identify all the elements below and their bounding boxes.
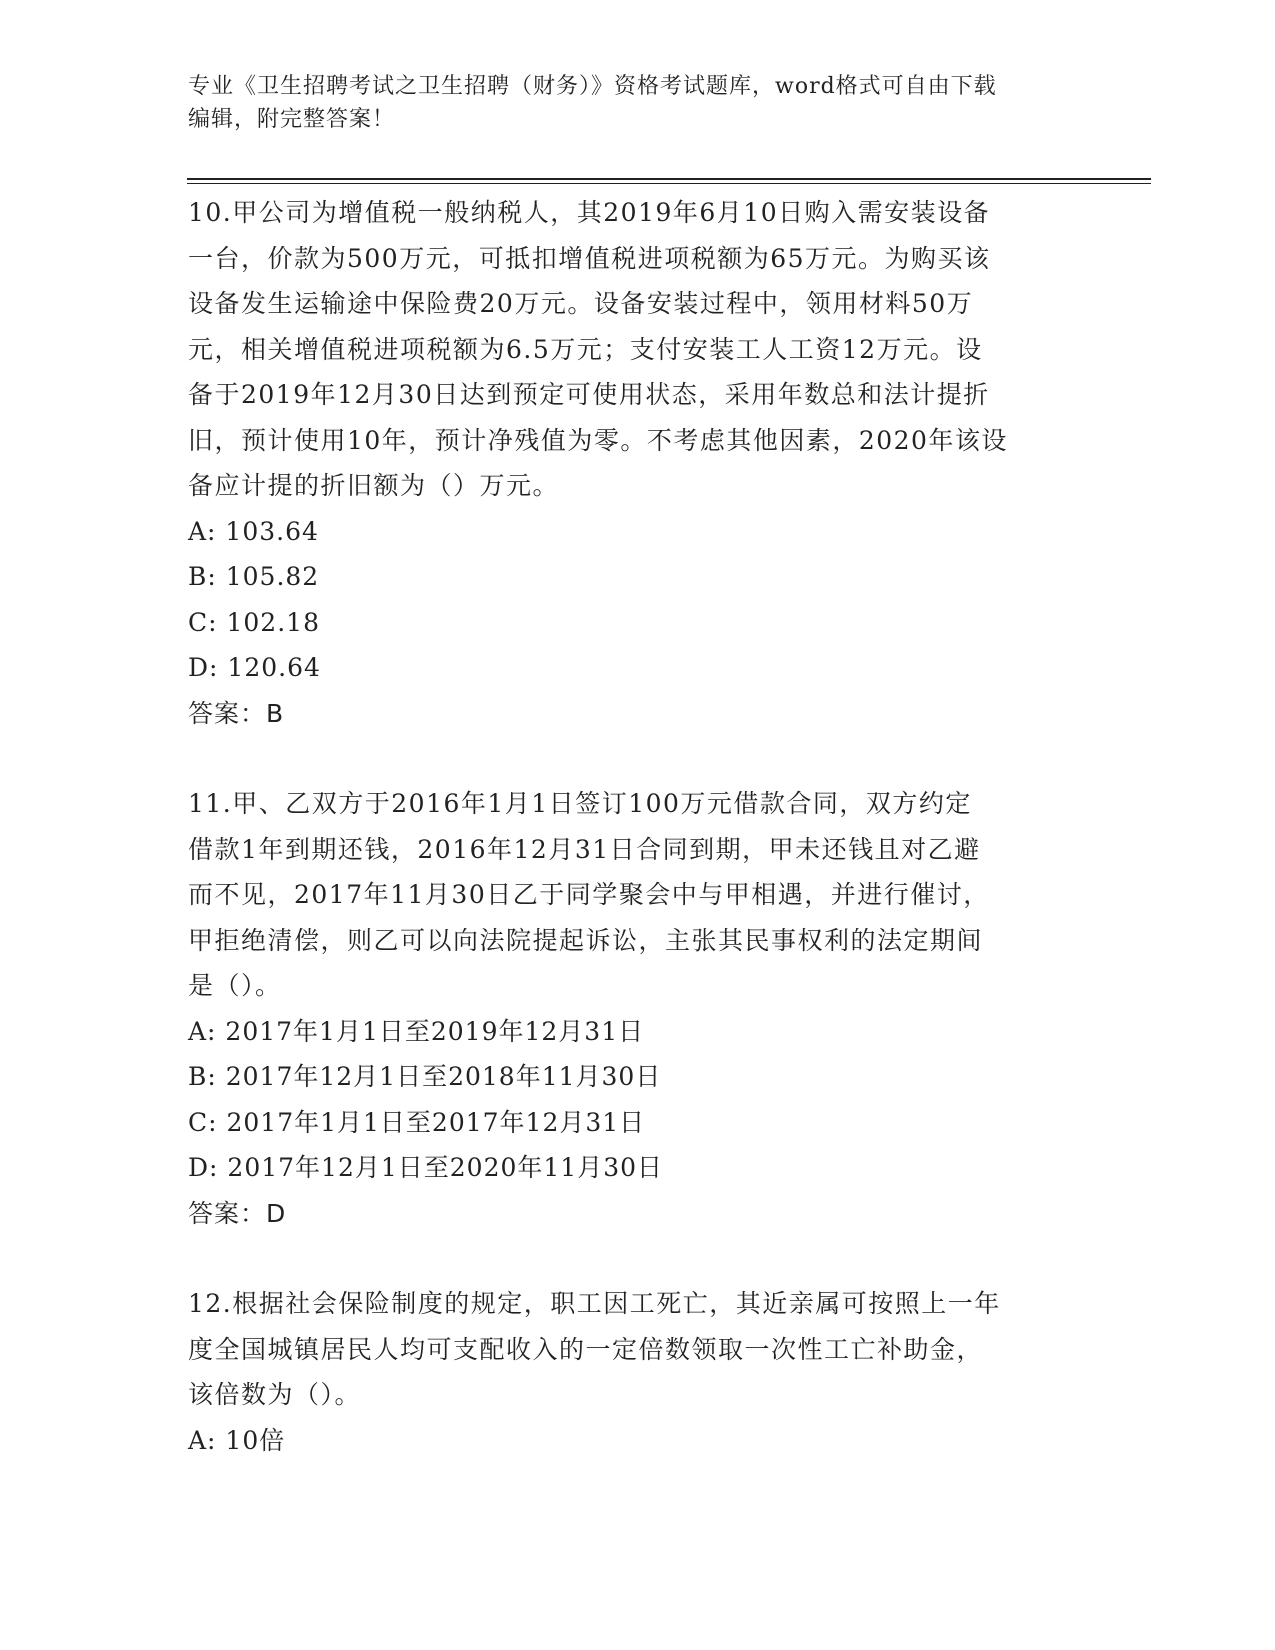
spacer <box>188 736 1088 781</box>
question-11 <box>188 781 1088 1236</box>
question-line: 12.根据社会保险制度的规定，职工因工死亡，其近亲属可按照上一年 <box>188 1289 1001 1318</box>
option-a: A: 10倍 <box>188 1425 286 1455</box>
option-a: A: 2017年1月1日至2019年12月31日 <box>188 1016 645 1046</box>
header-line-2: 编辑，附完整答案！ <box>188 107 396 132</box>
question-line: 备应计提的折旧额为（）万元。 <box>188 471 560 500</box>
spacer <box>188 1236 1088 1281</box>
question-line: 旧，预计使用10年，预计净残值为零。不考虑其他因素，2020年该设 <box>188 425 1008 455</box>
question-line: 设备发生运输途中保险费20万元。设备安装过程中，领用材料50万 <box>188 289 974 318</box>
answer: 答案：B <box>188 698 285 728</box>
option-c: C: 102.18 <box>188 607 320 637</box>
question-line: 11.甲、乙双方于2016年1月1日签订100万元借款合同，双方约定 <box>188 789 972 818</box>
option-c: C: 2017年1月1日至2017年12月31日 <box>188 1107 646 1137</box>
question-line: 10.甲公司为增值税一般纳税人，其2019年6月10日购入需安装设备 <box>188 198 991 227</box>
header-rule <box>187 178 1151 180</box>
option-d: D: 120.64 <box>188 653 321 682</box>
document-header <box>188 70 1068 136</box>
question-text <box>188 1281 1088 1418</box>
question-line: 该倍数为（）。 <box>188 1380 362 1409</box>
header-rule-thin <box>187 183 1151 184</box>
question-line: 而不见，2017年11月30日乙于同学聚会中与甲相遇，并进行催讨， <box>188 880 990 909</box>
question-list <box>188 190 1088 1463</box>
option-a: A: 103.64 <box>188 516 319 546</box>
question-line: 度全国城镇居民人均可支配收入的一定倍数领取一次性工亡补助金， <box>188 1334 984 1364</box>
question-10 <box>188 190 1088 736</box>
option-b: B: 105.82 <box>188 562 320 591</box>
header-line-1: 专业《卫生招聘考试之卫生招聘（财务）》资格考试题库，word格式可自由下载 <box>188 74 997 99</box>
option-d: D: 2017年12月1日至2020年11月30日 <box>188 1153 664 1182</box>
question-line: 一台，价款为500万元，可抵扣增值税进项税额为65万元。为购买该 <box>188 243 991 273</box>
answer: 答案：D <box>188 1198 287 1228</box>
question-text <box>188 190 1088 509</box>
option-b: B: 2017年12月1日至2018年11月30日 <box>188 1062 662 1091</box>
question-line: 元，相关增值税进项税额为6.5万元；支付安装工人工资12万元。设 <box>188 334 983 364</box>
question-line: 是（）。 <box>188 971 282 1000</box>
question-line: 甲拒绝清偿，则乙可以向法院提起诉讼，主张其民事权利的法定期间 <box>188 925 984 955</box>
question-line: 借款1年到期还钱，2016年12月31日合同到期，甲未还钱且对乙避 <box>188 834 981 864</box>
question-text <box>188 781 1088 1009</box>
question-line: 备于2019年12月30日达到预定可使用状态，采用年数总和法计提折 <box>188 380 990 409</box>
question-12 <box>188 1281 1088 1463</box>
